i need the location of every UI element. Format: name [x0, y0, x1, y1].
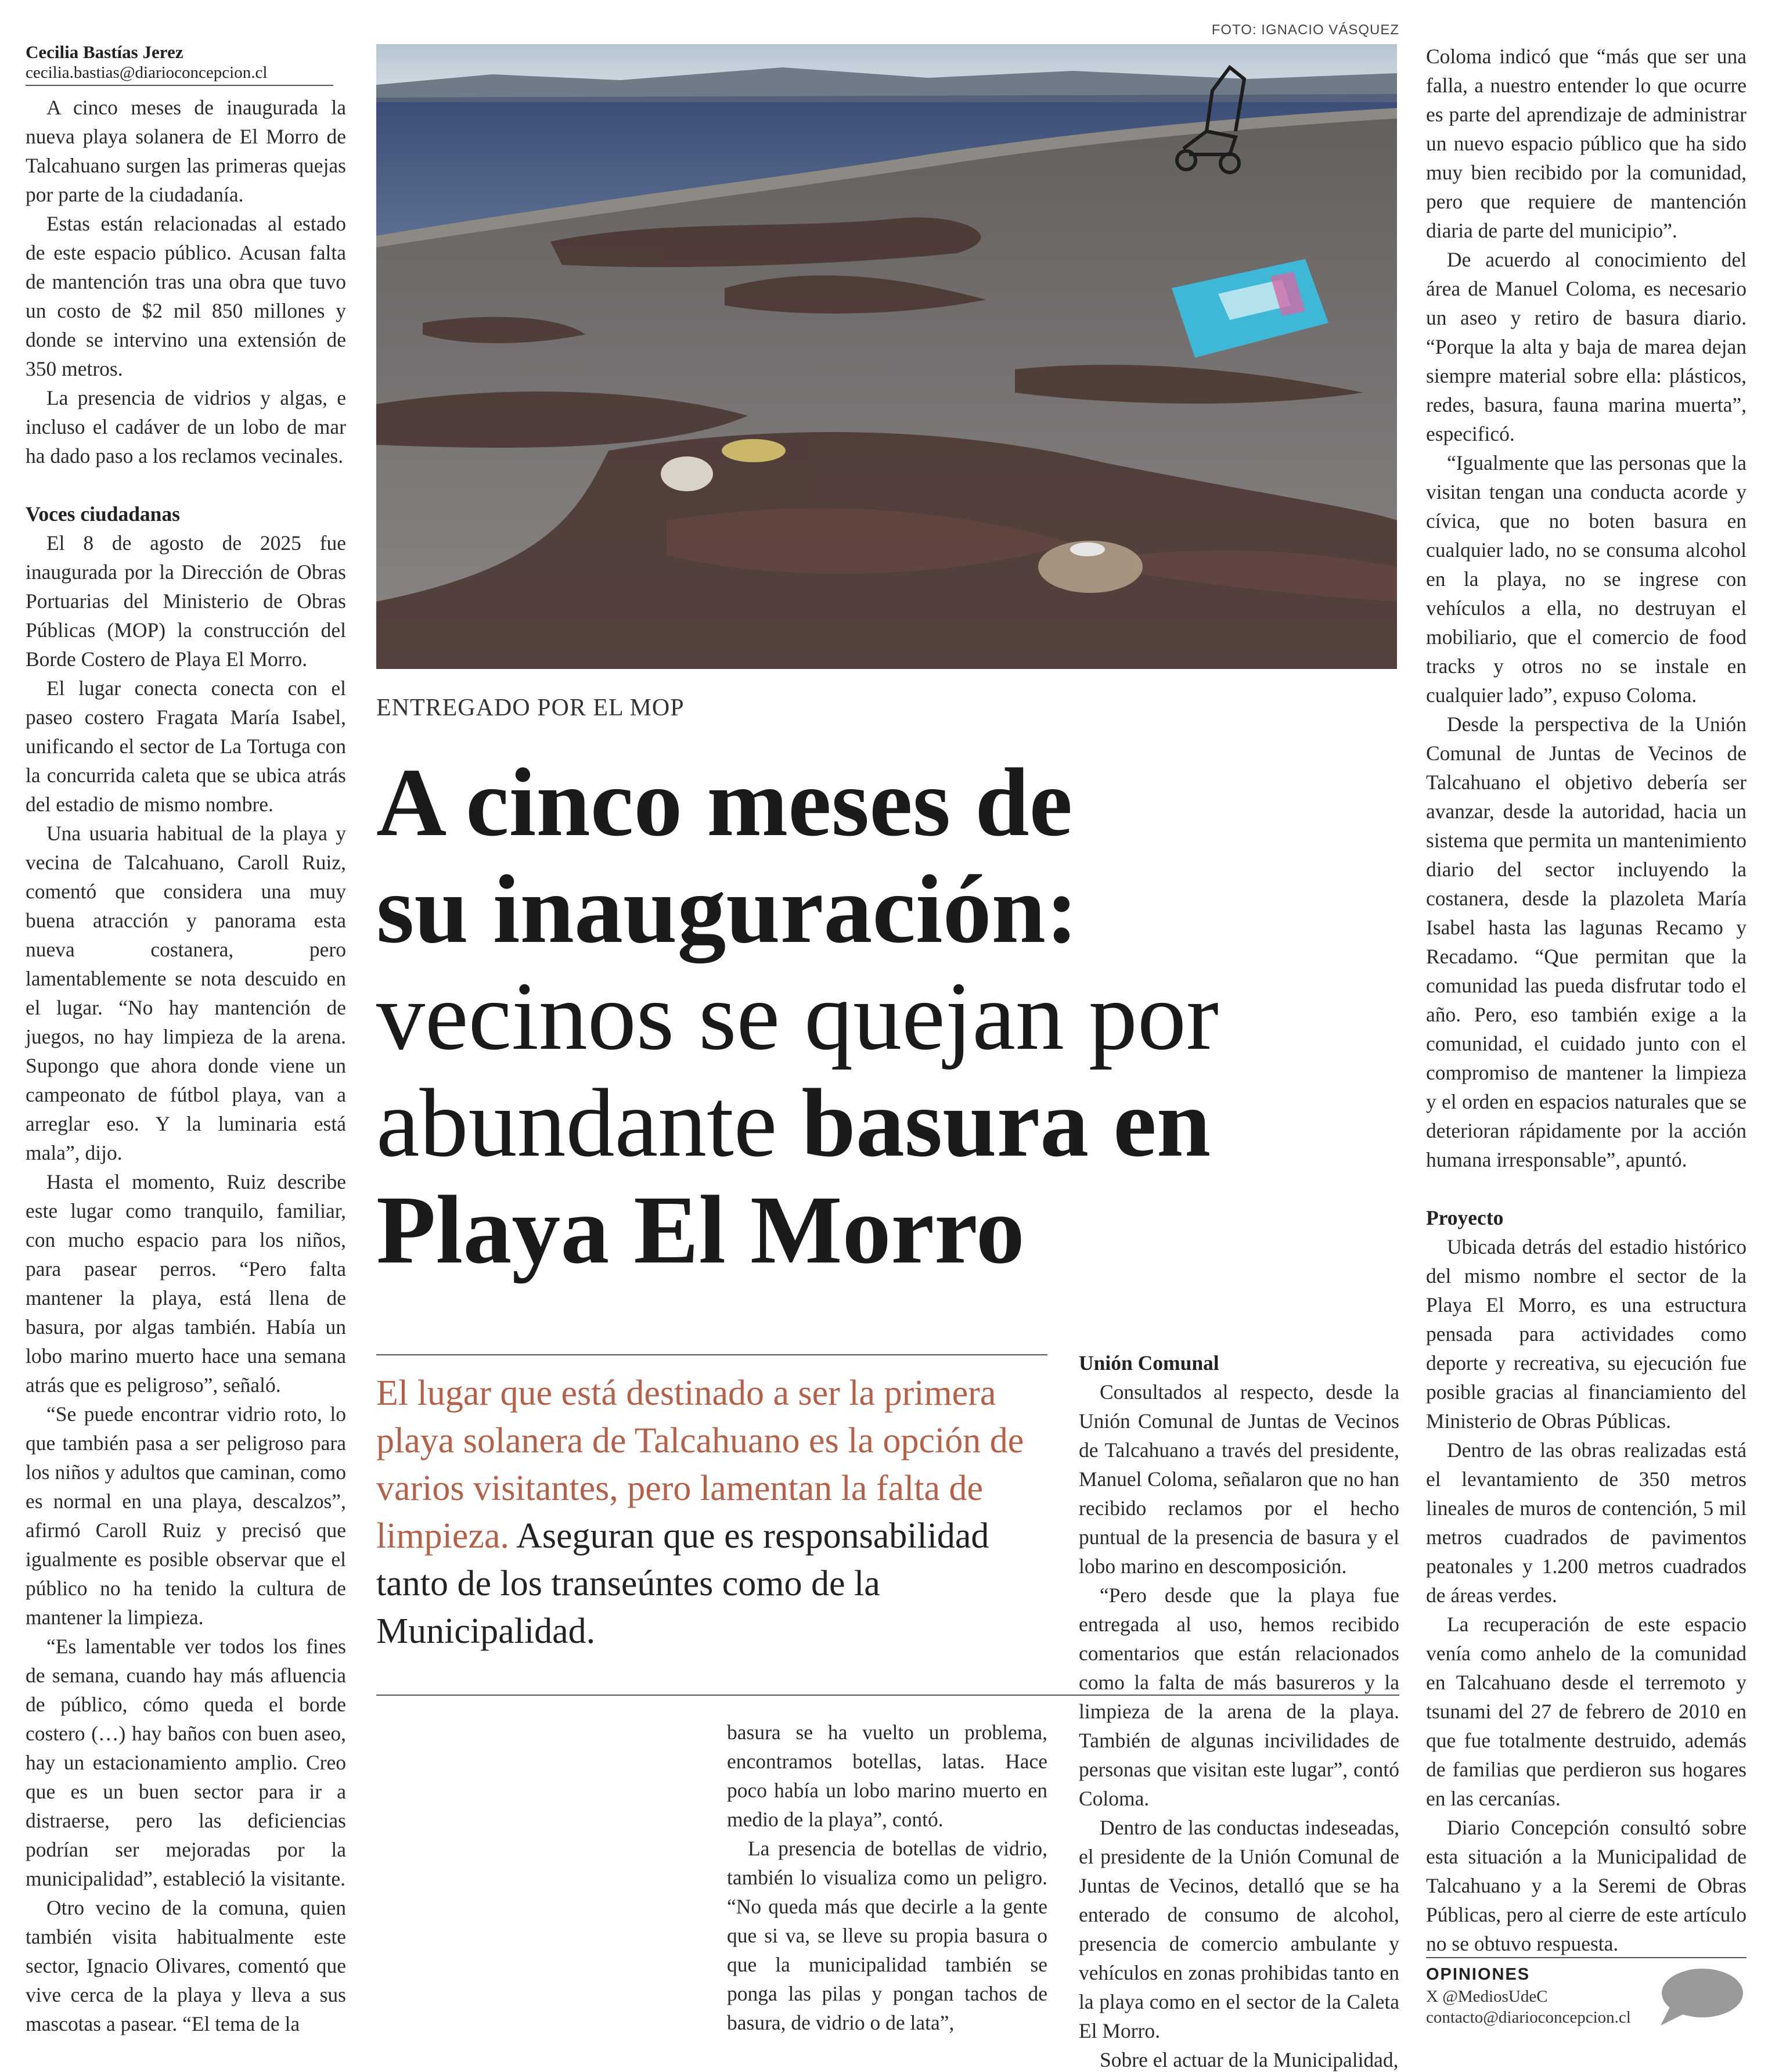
subheading-voces-ciudadanas: Voces ciudadanas [26, 502, 180, 526]
paragraph: La recuperación de este espacio venía como anhelo de la comunidad en Talcahuano desde el terremoto y tsunami del 27 de febrero de 2010 en que fue totalmente destruido, además de familias que perdieron sus hogares en las cercanías. [1426, 1613, 1747, 1810]
speech-bubble-icon [1658, 1966, 1744, 2029]
paragraph: Desde la perspectiva de la Unión Comunal de Juntas de Vecinos de Talcahuano el objetivo debería ser avanzar, desde la autoridad, hacia un sistema que permita un mantenimiento diario del sector incluyendo la costanera, desde la plazoleta María Isabel hasta las lagunas Recamo y Recadamo. “Que permitan que la comunidad las pueda disfrutar todo el año. Pero, eso también exige a la comunidad, el cuidado junto con el compromiso de mantener la limpieza y el orden en espacios naturales que se deterioran rápidamente por la acción humana irresponsable”, apuntó. [1426, 713, 1747, 1171]
headline-line-3: vecinos se quejan por [376, 962, 1219, 1070]
column-4 [1426, 42, 1747, 1958]
opiniones-label: OPINIONES [1426, 1965, 1531, 1984]
opiniones-twitter[interactable]: X @MediosUdeC [1426, 1987, 1548, 2006]
deck-highlight: El lugar que está destinado a ser la primera playa solanera de Talcahuano es la opción de varios visitantes, pero lamentan la falta de limpieza. [376, 1373, 1024, 1556]
headline-line-5: Playa El Morro [376, 1176, 1025, 1284]
paragraph: “Pero desde que la playa fue entregada al uso, hemos recibido comentarios que están relacionados como la falta de más basureros y la limpieza de la arena de la playa. También de algunas incivilidades de personas que visitan este lugar”, contó Coloma. [1079, 1584, 1399, 1810]
paragraph: Estas están relacionadas al estado de este espacio público. Acusan falta de mantención tras una obra que tuvo un costo de $2 mil 850 millones y donde se intervino una extensión de 350 metros. [26, 212, 346, 380]
paragraph: “Se puede encontrar vidrio roto, lo que también pasa a ser peligroso para los niños y adultos que caminan, como es normal en una playa, descalzos”, afirmó Caroll Ruiz y precisó que igualmente es posible observar que el público no ha tenido la cultura de mantener la limpieza. [26, 1402, 346, 1629]
beach-photo-image [376, 44, 1397, 669]
paragraph: De acuerdo al conocimiento del área de Manuel Coloma, es necesario un aseo y retiro de basura diario. “Porque la alta y baja de marea dejan siempre material sobre ella: plásticos, redes, basura, fauna marina muerta”, especificó. [1426, 248, 1747, 445]
paragraph: Consultados al respecto, desde la Unión Comunal de Juntas de Vecinos de Talcahuano a través del presidente, Manuel Coloma, señalaron que no han recibido reclamos por el hecho puntual de la presencia de basura y el lobo marino en descomposición. [1079, 1380, 1399, 1578]
deck [376, 1369, 1047, 1655]
paragraph: Otro vecino de la comuna, quien también visita habitualmente este sector, Ignacio Olivares, comentó que vive cerca de la playa y lleva a sus mascotas a pasear. “El tema de la [26, 1896, 346, 2035]
paragraph: El lugar conecta conecta con el paseo costero Fragata María Isabel, unificando el sector de La Tortuga con la concurrida caleta que se ubica atrás del estadio de mismo nombre. [26, 677, 346, 816]
paragraph: El 8 de agosto de 2025 fue inaugurada por la Dirección de Obras Portuarias del Ministerio de Obras Públicas (MOP) la construcción del Borde Costero de Playa El Morro. [26, 531, 346, 671]
paragraph: Ubicada detrás del estadio histórico del mismo nombre el sector de la Playa El Morro, es una estructura pensada para actividades como deporte y recreativa, su ejecución fue posible gracias al financiamiento del Ministerio de Obras Públicas. [1426, 1235, 1747, 1433]
paragraph: Sobre el actuar de la Municipalidad, [1100, 2048, 1399, 2071]
opiniones-box [1426, 1963, 1747, 2038]
paragraph: Dentro de las obras realizadas está el levantamiento de 350 metros lineales de muros de contención, 5 mil metros cuadrados de pavimentos peatonales y 1.200 metros cuadrados de áreas verdes. [1426, 1438, 1747, 1607]
subheading-proyecto: Proyecto [1426, 1206, 1504, 1229]
paragraph: “Igualmente que las personas que la visitan tengan una conducta acorde y cívica, que no boten basura en cualquier lado, no se consuma alcohol en la playa, no se ingrese con vehículos a ella, no destruyan el mobiliario, que el comercio de food tracks y otros no se instale en cualquier lado”, expuso Coloma. [1426, 451, 1747, 707]
headline-line-1: A cinco meses de [376, 749, 1073, 857]
headline-line-4-light: abundante [376, 1069, 802, 1177]
column-2 [727, 1718, 1047, 2037]
deck-top-rule [376, 1354, 1047, 1355]
byline [26, 42, 333, 82]
paragraph: Dentro de las conductas indeseadas, el presidente de la Unión Comunal de Juntas de Vecinos, detalló que se ha enterado de consumo de alcohol, presencia de comercio ambulante y vehículos en zonas prohibidas tanto en la playa como en el sector de la Caleta El Morro. [1079, 1816, 1399, 2042]
beach-photo [376, 44, 1397, 669]
headline-line-4-bold: basura en [801, 1069, 1211, 1177]
column-3 [1079, 1348, 1399, 2072]
paragraph: Coloma indicó que “más que ser una falla, a nuestro entender lo que ocurre es parte del aprendizaje de administrar un nuevo espacio público que ha sido muy bien recibido por la comunidad, pero que requiere de mantención diaria de parte del municipio”. [1426, 45, 1747, 242]
paragraph: Hasta el momento, Ruiz describe este lugar como tranquilo, familiar, con mucho espacio para los niños, para pasear perros. “Pero falta mantener la playa, está llena de basura, por algas también. Había un lobo marino muerto hace una semana atrás que es peligroso”, señaló. [26, 1170, 346, 1397]
opiniones-rule [1426, 1957, 1747, 1958]
byline-author: Cecilia Bastías Jerez [26, 42, 183, 62]
headline [376, 749, 1410, 1283]
paragraph: A cinco meses de inaugurada la nueva playa solanera de El Morro de Talcahuano surgen las primeras quejas por parte de la ciudadanía. [26, 96, 346, 206]
photo-credit: FOTO: IGNACIO VÁSQUEZ [1211, 22, 1399, 38]
column-1 [26, 93, 346, 2038]
paragraph: La presencia de vidrios y algas, e incluso el cadáver de un lobo de mar ha dado paso a los reclamos vecinales. [26, 386, 346, 467]
byline-email[interactable]: cecilia.bastias@diarioconcepcion.cl [26, 63, 268, 82]
subheading-union-comunal: Unión Comunal [1079, 1351, 1219, 1375]
headline-line-2: su inauguración: [376, 855, 1078, 963]
deck-plain: Aseguran que es responsabilidad tanto de los transeúntes como de la Municipalidad. [376, 1516, 989, 1651]
opiniones-email[interactable]: contacto@diarioconcepcion.cl [1426, 2008, 1631, 2027]
paragraph: La presencia de botellas de vidrio, también lo visualiza como un peligro. “No queda más que decirle a la gente que si va, se lleve su propia basura o que la municipalidad también se ponga las pilas y pongan tachos de basura, de vidrio o de lata”, [727, 1837, 1047, 2034]
paragraph: Una usuaria habitual de la playa y vecina de Talcahuano, Caroll Ruiz, comentó que considera una muy buena atracción y panorama esta nueva costanera, pero lamentablemente se nota descuido en el lugar. “No hay mantención de juegos, no hay limpieza de la arena. Supongo que ahora donde viene un campeonato de fútbol playa, van a arreglar eso. Y la luminaria está mala”, dijo. [26, 822, 346, 1164]
byline-divider [26, 85, 333, 86]
kicker: ENTREGADO POR EL MOP [376, 695, 685, 721]
paragraph: basura se ha vuelto un problema, encontramos botellas, latas. Hace poco había un lobo marino muerto en medio de la playa”, contó. [727, 1721, 1047, 1831]
paragraph: Diario Concepción consultó sobre esta situación a la Municipalidad de Talcahuano y a la Seremi de Obras Públicas, pero al cierre de este artículo no se obtuvo respuesta. [1426, 1816, 1747, 1955]
paragraph: “Es lamentable ver todos los fines de semana, cuando hay más afluencia de público, cómo queda el borde costero (…) hay baños con buen aseo, hay un estacionamiento amplio. Creo que es un buen sector para ir a distraerse, pero las deficiencias podrían ser mejoradas por la municipalidad”, estableció la visitante. [26, 1635, 346, 1890]
